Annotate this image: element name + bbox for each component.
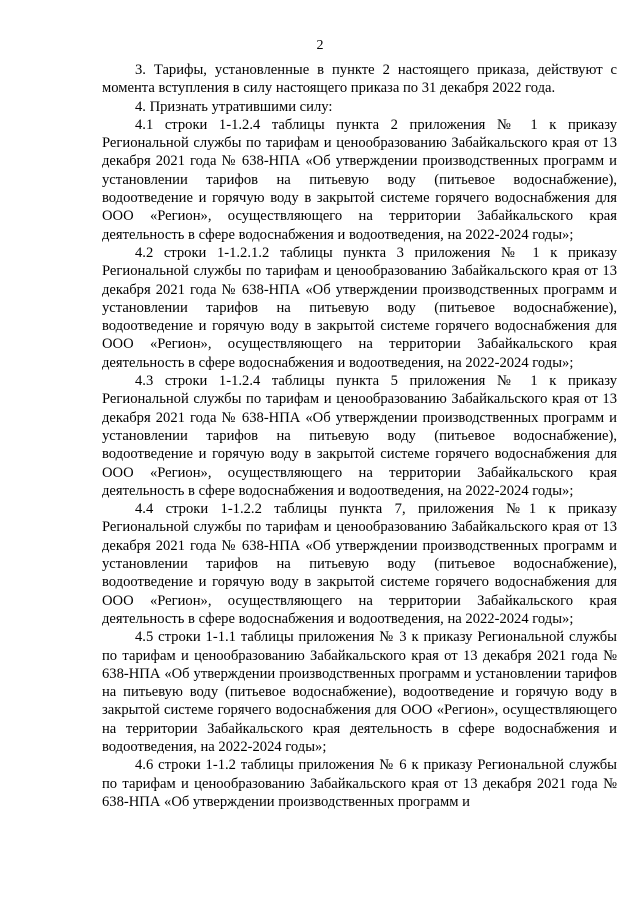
paragraph-4: 4. Признать утратившими силу: (135, 98, 333, 115)
paragraph-4-6: 4.6 строки 1-1.2 таблицы приложения № 6 к приказу Региональной службы по тарифам и ценообразованию Забайкальского края от 13 декабря 2021 года № 638-НПА «Об утверждении производственных программ и (102, 757, 617, 810)
paragraph-3: 3. Тарифы, установленные в пункте 2 настоящего приказа, действуют с момента вступления в силу настоящего приказа по 31 декабря 2022 года. (102, 62, 617, 97)
paragraph-4-3: 4.3 строки 1-1.2.4 таблицы пункта 5 приложения № 1 к приказу Региональной службы по тарифам и ценообразованию Забайкальского края от 13 декабря 2021 года № 638-НПА «Об утверждении производственных программ и установлении тарифов на питьевую воду (питьевое водоснабжение), водоотведение и горячую воду в закрытой системе горячего водоснабжения для ООО «Регион», осуществляющего на территории Забайкальского края деятельность в сфере водоснабжения и водоотведения, на 2022-2024 годы»; (102, 373, 617, 499)
paragraph-4-5: 4.5 строки 1-1.1 таблицы приложения № 3 к приказу Региональной службы по тарифам и ценообразованию Забайкальского края от 13 декабря 2021 года № 638-НПА «Об утверждении производственных программ и установлении тарифов на питьевую воду (питьевое водоснабжение), водоотведение и горячую воду в закрытой системе горячего водоснабжения для ООО «Регион», осуществляющего на территории Забайкальского края деятельность в сфере водоснабжения и водоотведения, на 2022-2024 годы»; (102, 629, 617, 755)
paragraph-4-1: 4.1 строки 1-1.2.4 таблицы пункта 2 приложения № 1 к приказу Региональной службы по тарифам и ценообразованию Забайкальского края от 13 декабря 2021 года № 638-НПА «Об утверждении производственных программ и установлении тарифов на питьевую воду (питьевое водоснабжение), водоотведение и горячую воду в закрытой системе горячего водоснабжения для ООО «Регион», осуществляющего на территории Забайкальского края деятельность в сфере водоснабжения и водоотведения, на 2022-2024 годы»; (102, 116, 617, 243)
page-number: 2 (316, 38, 324, 53)
paragraph-4-2: 4.2 строки 1-1.2.1.2 таблицы пункта 3 приложения № 1 к приказу Региональной службы по тарифам и ценообразованию Забайкальского края от 13 декабря 2021 года № 638-НПА «Об утверждении производственных программ и установлении тарифов на питьевую воду (питьевое водоснабжение), водоотведение и горячую воду в закрытой системе горячего водоснабжения для ООО «Регион», осуществляющего на территории Забайкальского края деятельность в сфере водоснабжения и водоотведения, на 2022-2024 годы»; (102, 244, 617, 371)
document-body (102, 61, 617, 811)
paragraph-4-4: 4.4 строки 1-1.2.2 таблицы пункта 7, приложения №1 к приказу Региональной службы по тарифам и ценообразованию Забайкальского края от 13 декабря 2021 года № 638-НПА «Об утверждении производственных программ и установлении тарифов на питьевую воду (питьевое водоснабжение), водоотведение и горячую воду в закрытой системе горячего водоснабжения для ООО «Регион», осуществляющего на территории Забайкальского края деятельность в сфере водоснабжения и водоотведения, на 2022-2024 годы»; (102, 501, 617, 627)
